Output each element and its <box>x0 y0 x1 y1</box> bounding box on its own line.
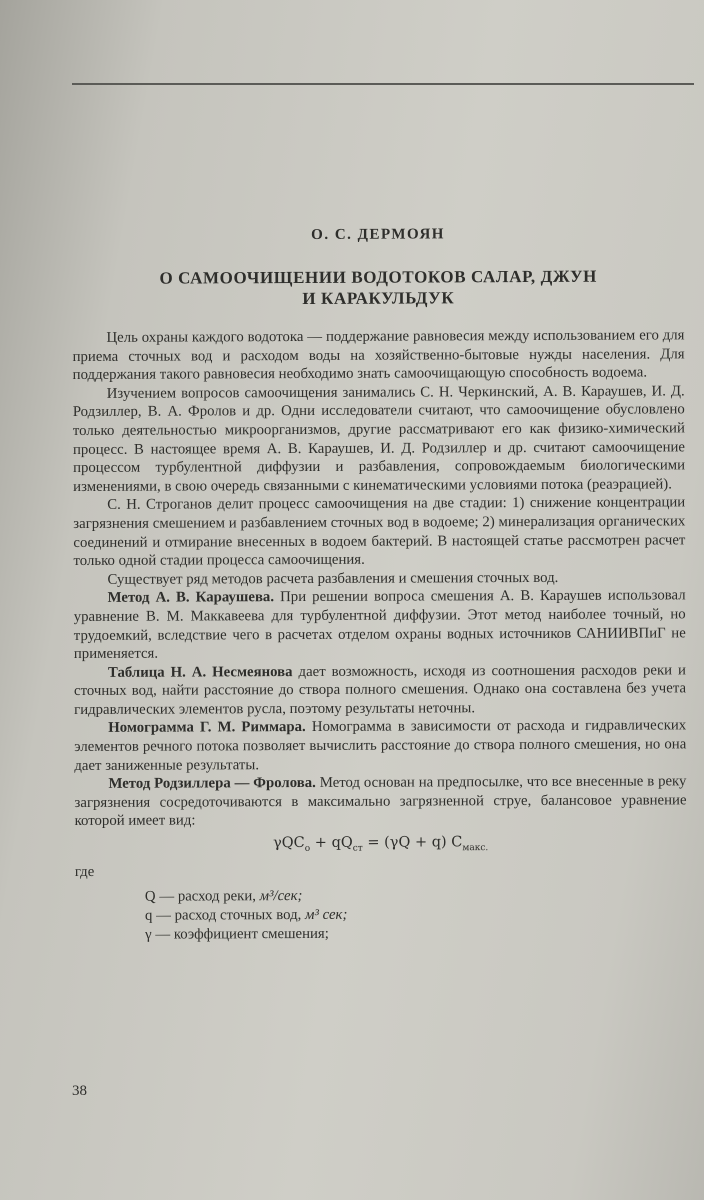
header-rule <box>72 83 694 85</box>
paragraph-6-heading: Таблица Н. А. Несмеянова <box>107 663 293 681</box>
article-title <box>72 265 684 310</box>
paragraph-3: С. Н. Строганов делит процесс самоочищения на две стадии: 1) снижение концентрации загрязнения смешением и разбавлением сточных вод в водоеме; 2) минерализация органических соединений и отмирание внесенных в водоем бактерий. В настоящей статье рассмотрен расчет только одной стадии процесса самоочищения. <box>73 494 686 570</box>
paragraph-6-text: дает возможность, исходя из соотношения расходов реки и сточных вод, найти расстояние до створа полного смешения. Однако она составлена без учета гидравлических элементов русла, поэтому результаты неточны. <box>73 662 687 718</box>
author-name: О. С. ДЕРМОЯН <box>311 226 445 243</box>
paragraph-5-heading: Метод А. В. Караушева. <box>107 589 275 607</box>
title-line-1: О САМООЧИЩЕНИИ ВОДОТОКОВ САЛАР, ДЖУН <box>159 266 598 288</box>
paragraph-4: Существует ряд методов расчета разбавления и смешения сточных вод. <box>107 569 559 588</box>
legend-item-mixing-coefficient: γ — коэффициент смешения; <box>145 925 329 943</box>
title-line-2: И КАРАКУЛЬДУК <box>302 288 455 308</box>
paragraph-7 <box>74 717 686 775</box>
paragraph-6 <box>74 661 686 719</box>
paragraph-7-heading: Номограмма Г. М. Риммара. <box>108 719 306 737</box>
paragraph-5-text: При решении вопроса смешения А. В. Караушев использовал уравнение В. М. Маккавеева для турбулентной диффузии. Этот метод наиболее точный, но трудоемкий, вследствие чего в расчетах отделом охраны водных источников САНИИВПиГ не применяется. <box>73 587 686 663</box>
paragraph-2: Изучением вопросов самоочищения занимались С. Н. Черкинский, А. В. Караушев, И. Д. Родзиллер, В. А. Фролов и др. Одни исследователи считают, что самоочищение обусловлено только деятельностью микроорганизмов, другие рассматривают его как физико-химический процесс. В настоящее время А. В. Караушев, И. Д. Родзиллер и др. считают самоочищение процессом турбулентной диффузии и разбавления, сопровождаемым биологическими изменениями, в свою очередь связанными с кинематическими условиями потока (реаэрацией). <box>72 383 686 495</box>
legend-item-river-flow: Q — расход реки, м³/сек; <box>144 887 303 905</box>
paragraph-8-text: Метод основан на предпосылке, что все внесенные в реку загрязнения сосредоточиваются в максимально загрязненной струе, балансовое уравнение которой имеет вид: <box>74 773 687 830</box>
paragraph-8 <box>74 773 686 831</box>
paragraph-1: Цель охраны каждого водотока — поддержание равновесия между использованием его для приема сточных вод и расходом воды на хозяйственно-бытовые нужды населения. Для поддержания такого равновесия необходимо знать самоочищающую способность водоема. <box>72 327 685 384</box>
paragraph-5 <box>74 587 686 664</box>
paragraph-8-heading: Метод Родзиллера — Фролова. <box>108 775 316 793</box>
balance-equation: $\gamma QC_о + qQ_{ст} = (\gamma Q + q)$ $C_{макс.}$ <box>273 834 489 854</box>
article-body <box>72 225 687 945</box>
where-label: где <box>74 863 95 880</box>
variable-legend <box>145 885 687 944</box>
legend-item-waste-flow: q — расход сточных вод, м³ сек; <box>144 906 348 924</box>
paragraph-7-text: Номограмма в зависимости от расхода и гидравлических элементов речного потока позволяет вычислить расстояние до створа полного смешения, но она дает заниженные результаты. <box>74 717 687 774</box>
page-number: 38 <box>72 1083 87 1099</box>
